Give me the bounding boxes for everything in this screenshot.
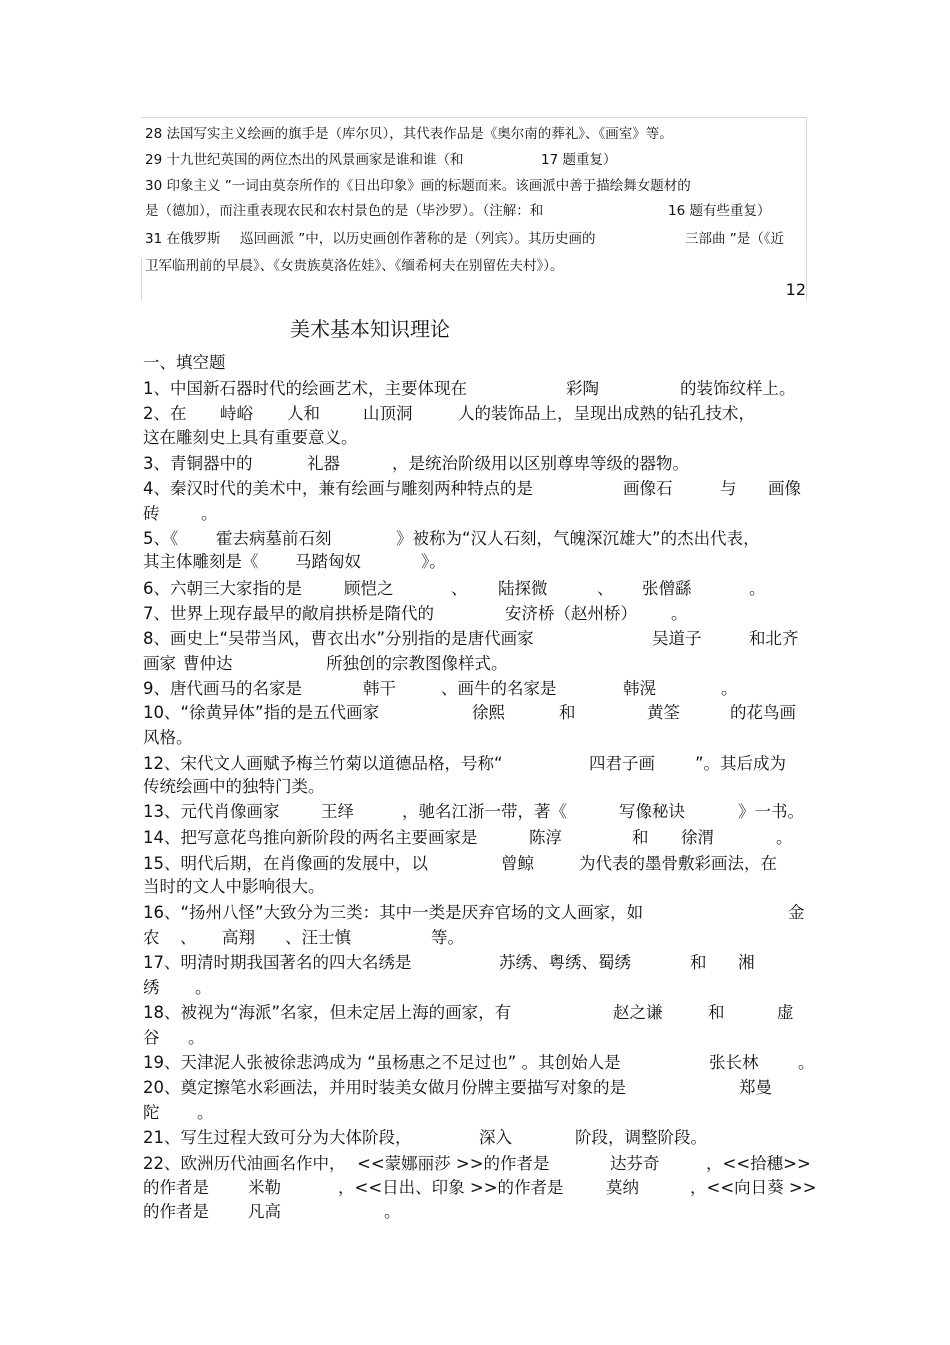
- question-text: 其主体雕刻是《: [143, 552, 259, 571]
- answer-text: 徐熙: [472, 703, 505, 722]
- question-text: 。: [798, 1053, 815, 1072]
- question-text: 、: [451, 579, 468, 598]
- question-text: 。: [671, 604, 688, 623]
- question-text: 8、画史上“吴带当风，曹衣出水”分别指的是唐代画家: [143, 629, 534, 648]
- answer-text: 四君子画: [589, 754, 655, 773]
- question-text: 2、在: [143, 404, 187, 423]
- question-line: [143, 453, 807, 475]
- answer-text: 黄筌: [647, 703, 680, 722]
- question-text: 14、把写意花鸟推向新阶段的两名主要画家是: [143, 828, 478, 847]
- previous-page-line-segment: 17 题重复）: [541, 152, 617, 168]
- question-text: 1、中国新石器时代的绘画艺术，主要体现在: [143, 379, 467, 398]
- answer-text: 金: [788, 903, 805, 922]
- answer-text: 韩干: [363, 679, 396, 698]
- question-line: [143, 378, 807, 400]
- question-line: [143, 503, 807, 525]
- answer-text: 徐渭: [681, 828, 714, 847]
- question-text: 农: [143, 928, 160, 947]
- previous-page-line-segment: 是（德加），而注重表现农民和农村景色的是（毕沙罗）。（注解：和: [145, 203, 544, 219]
- answer-text: 凡高: [248, 1202, 281, 1221]
- question-text: 12、宋代文人画赋予梅兰竹菊以道德品格，号称“: [143, 754, 503, 773]
- frame-left-border: [141, 258, 142, 301]
- answer-text: 安济桥（赵州桥）: [505, 604, 637, 623]
- question-text: 当时的文人中影响很大。: [143, 877, 325, 896]
- question-line: [143, 628, 807, 650]
- question-text: 。: [721, 679, 738, 698]
- question-text: 21、写生过程大致可分为大体阶段，: [143, 1128, 412, 1147]
- page-title: 美术基本知识理论: [290, 317, 450, 341]
- question-text: 和北齐: [749, 629, 799, 648]
- question-line: [143, 776, 807, 798]
- question-text: 砖: [143, 504, 160, 523]
- question-text: 。: [776, 828, 793, 847]
- question-text: 的作者是: [143, 1178, 209, 1197]
- question-text: 所独创的宗教图像样式。: [326, 654, 508, 673]
- question-line: [143, 551, 807, 573]
- previous-page-line-segment: 16 题有些重复）: [668, 203, 771, 219]
- answer-text: 。: [195, 978, 212, 997]
- previous-page-line-segment: 卫军临刑前的早晨》、《女贵族莫洛佐娃》、《缅希柯夫在别留佐夫村》）。: [145, 258, 564, 274]
- question-line: [143, 427, 807, 449]
- answer-text: ，<<拾穗>>: [706, 1154, 811, 1173]
- previous-page-line-segment: 31 在俄罗斯: [145, 231, 221, 247]
- question-text: 22、欧洲历代油画名作中，: [143, 1154, 346, 1173]
- question-text: 17、明清时期我国著名的四大名绣是: [143, 953, 412, 972]
- question-text: 的装饰纹样上。: [680, 379, 796, 398]
- question-line: [143, 1027, 807, 1049]
- previous-page-line-segment: 巡回画派 ”中，以历史画创作著称的是（列宾）。其历史画的: [240, 231, 596, 247]
- question-line: [143, 528, 807, 550]
- previous-page-line-segment: 28 法国写实主义绘画的旗手是（库尔贝），其代表作品是《奥尔南的葬礼》、《画室》等。: [145, 126, 673, 142]
- previous-page-line-segment: 30 印象主义 ”一词由莫奈所作的《日出印象》画的标题而来。该画派中善于描绘舞女题材的: [145, 178, 691, 194]
- question-text: 阶段，调整阶段。: [575, 1128, 707, 1147]
- question-line: [143, 727, 807, 749]
- answer-text: 吴道子: [652, 629, 702, 648]
- question-text: 18、被视为“海派”名家，但未定居上海的画家，有: [143, 1003, 512, 1022]
- question-line: [143, 927, 807, 949]
- question-line: [143, 801, 807, 823]
- question-line: [143, 902, 807, 924]
- page-number: 12: [785, 280, 806, 299]
- question-line: [143, 478, 807, 500]
- question-text: 的作者是: [143, 1202, 209, 1221]
- answer-text: 曹仲达: [183, 654, 233, 673]
- answer-text: 霍去病墓前石刻: [216, 529, 332, 548]
- question-text: 4、秦汉时代的美术中，兼有绘画与雕刻两种特点的是: [143, 479, 533, 498]
- answer-text: 。: [201, 504, 218, 523]
- answer-text: 、汪士慎: [285, 928, 351, 947]
- question-line: [143, 702, 807, 724]
- answer-text: <<蒙娜丽莎 >>的作者是: [357, 1154, 550, 1173]
- answer-text: 马踏匈奴: [295, 552, 361, 571]
- question-text: 10、“徐黄异体”指的是五代画家: [143, 703, 380, 722]
- question-line: [143, 1102, 807, 1124]
- question-text: 达芬奇: [610, 1154, 660, 1173]
- answer-text: 深入: [479, 1128, 512, 1147]
- question-line: [143, 1177, 817, 1199]
- question-text: ，<<向日葵 >>: [690, 1178, 817, 1197]
- section-heading: 一、填空题: [143, 353, 226, 372]
- answer-text: 峙峪: [220, 404, 253, 423]
- answer-text: 湘: [738, 953, 755, 972]
- question-text: 》被称为“汉人石刻，气魄深沉雄大”的杰出代表，: [396, 529, 760, 548]
- question-line: [143, 1127, 807, 1149]
- question-text: 风格。: [143, 728, 193, 747]
- answer-text: 苏绣、粤绣、蜀绣: [499, 953, 631, 972]
- question-text: 高翔: [222, 928, 255, 947]
- answer-text: 。: [188, 1028, 205, 1047]
- answer-text: 曾鲸: [501, 854, 534, 873]
- answer-text: 韩滉: [623, 679, 656, 698]
- question-line: [143, 753, 807, 775]
- question-line: [143, 952, 807, 974]
- answer-text: 画像石: [623, 479, 673, 498]
- answer-text: 张长林: [709, 1053, 759, 1072]
- answer-text: 。: [197, 1103, 214, 1122]
- question-text: 为代表的墨骨敷彩画法，在: [579, 854, 777, 873]
- answer-text: 写像秘诀: [619, 802, 685, 821]
- question-line: [143, 853, 807, 875]
- question-text: 和: [632, 828, 649, 847]
- question-text: ，驰名江浙一带，著《: [402, 802, 567, 821]
- question-text: 19、天津泥人张被徐悲鸿成为 “虽杨惠之不足过也” 。其创始人是: [143, 1053, 621, 1072]
- answer-text: 山顶洞: [363, 404, 413, 423]
- question-text: 》。: [421, 552, 446, 571]
- question-line: [143, 653, 807, 675]
- question-text: 陀: [143, 1103, 160, 1122]
- answer-text: 、: [180, 928, 197, 947]
- question-text: 画家: [143, 654, 176, 673]
- answer-text: 王绎: [321, 802, 354, 821]
- question-text: ”。其后成为: [695, 754, 787, 773]
- answer-text: 虚: [777, 1003, 794, 1022]
- question-text: 。: [384, 1202, 401, 1221]
- question-text: 人的装饰品上，呈现出成熟的钻孔技术，: [458, 404, 755, 423]
- answer-text: 陈淳: [529, 828, 562, 847]
- question-text: 与: [720, 479, 737, 498]
- question-text: 人和: [287, 404, 320, 423]
- question-text: ，是统治阶级用以区别尊卑等级的器物。: [392, 454, 689, 473]
- answer-text: 郑曼: [739, 1078, 772, 1097]
- question-text: 谷: [143, 1028, 160, 1047]
- answer-text: 莫纳: [606, 1178, 639, 1197]
- answer-text: 礼器: [307, 454, 340, 473]
- answer-text: 彩陶: [566, 379, 599, 398]
- question-text: ，<<日出、印象 >>的作者是: [338, 1178, 564, 1197]
- answer-text: 画像: [768, 479, 801, 498]
- question-line: [143, 827, 807, 849]
- question-text: 绣: [143, 978, 160, 997]
- question-text: 15、明代后期，在肖像画的发展中，以: [143, 854, 428, 873]
- question-line: [143, 1077, 807, 1099]
- question-text: 和: [708, 1003, 725, 1022]
- question-text: 。: [749, 579, 766, 598]
- question-text: 5、《: [143, 529, 179, 548]
- question-text: 16、“扬州八怪”大致分为三类：其中一类是厌弃官场的文人画家，如: [143, 903, 644, 922]
- answer-text: 顾恺之: [344, 579, 394, 598]
- previous-page-line-segment: 29 十九世纪英国的两位杰出的风景画家是谁和谁（和: [145, 152, 464, 168]
- answer-text: 张僧繇: [642, 579, 692, 598]
- answer-text: 陆探微: [498, 579, 548, 598]
- question-line: [143, 603, 807, 625]
- question-line: [143, 578, 807, 600]
- question-text: 6、六朝三大家指的是: [143, 579, 302, 598]
- question-text: 9、唐代画马的名家是: [143, 679, 302, 698]
- previous-page-line-segment: 三部曲 ”是（《近: [685, 231, 785, 247]
- question-text: 和: [559, 703, 576, 722]
- question-text: 和: [690, 953, 707, 972]
- question-line: [143, 678, 807, 700]
- question-text: 的花鸟画: [730, 703, 796, 722]
- question-text: 》一书。: [738, 802, 804, 821]
- question-text: 20、奠定擦笔水彩画法，并用时装美女做月份牌主要描写对象的是: [143, 1078, 626, 1097]
- question-line: [143, 1201, 807, 1223]
- question-text: 、画牛的名家是: [441, 679, 557, 698]
- question-text: 3、青铜器中的: [143, 454, 253, 473]
- question-line: [143, 1052, 815, 1074]
- question-line: [143, 1153, 811, 1175]
- question-line: [143, 977, 807, 999]
- answer-text: 米勒: [248, 1178, 281, 1197]
- question-text: 7、世界上现存最早的敞肩拱桥是隋代的: [143, 604, 434, 623]
- answer-text: 赵之谦: [613, 1003, 663, 1022]
- question-line: [143, 1002, 807, 1024]
- question-text: 这在雕刻史上具有重要意义。: [143, 428, 358, 447]
- question-text: 13、元代肖像画家: [143, 802, 280, 821]
- question-line: [143, 403, 807, 425]
- question-line: [143, 876, 807, 898]
- question-text: 传统绘画中的独特门类。: [143, 777, 325, 796]
- question-text: 、: [597, 579, 614, 598]
- question-text: 等。: [431, 928, 464, 947]
